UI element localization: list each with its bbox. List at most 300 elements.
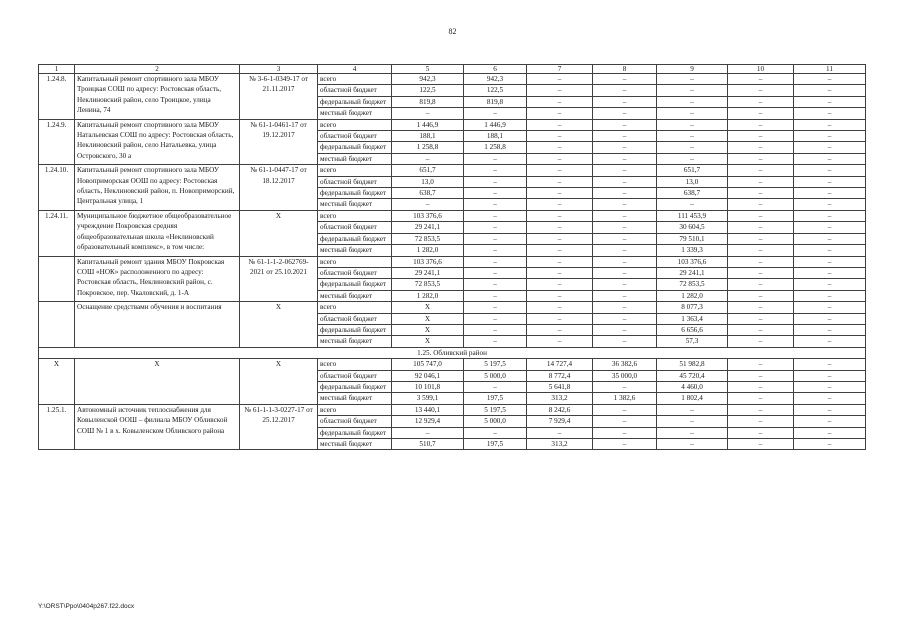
value-col-5: 103 376,6	[392, 210, 464, 221]
value-col-6: –	[464, 188, 527, 199]
value-col-7: 14 727,4	[527, 359, 593, 370]
value-col-11: –	[794, 267, 866, 278]
value-col-6: –	[464, 153, 527, 164]
value-col-8: –	[593, 427, 657, 438]
page-number: 82	[448, 27, 457, 36]
value-col-8: –	[593, 279, 657, 290]
value-col-5: 13 440,1	[392, 404, 464, 415]
value-col-6: 1 446,9	[464, 119, 527, 130]
footer-file-path: Y:\ORST\Ppo\0404p267.f22.docx	[38, 603, 135, 610]
column-number-3: 3	[240, 65, 318, 74]
value-col-9: –	[657, 427, 728, 438]
value-col-8: –	[593, 188, 657, 199]
value-col-5: 651,7	[392, 165, 464, 176]
value-col-8: –	[593, 222, 657, 233]
value-col-10: –	[728, 404, 794, 415]
table-row	[39, 119, 866, 130]
item-document: X	[240, 302, 318, 348]
value-col-6: –	[464, 427, 527, 438]
value-col-9: –	[657, 131, 728, 142]
region-title: 1.25. Обливский район	[39, 347, 866, 358]
value-col-7: –	[527, 199, 593, 210]
budget-source: областной бюджет	[318, 370, 392, 381]
value-col-9: 13,0	[657, 176, 728, 187]
value-col-9: 1 363,4	[657, 313, 728, 324]
value-col-6: 5 197,5	[464, 359, 527, 370]
value-col-9: –	[657, 199, 728, 210]
value-col-8: –	[593, 119, 657, 130]
table-row	[39, 359, 866, 370]
value-col-5: 10 101,8	[392, 381, 464, 392]
value-col-7: –	[527, 119, 593, 130]
value-col-6: 5 197,5	[464, 404, 527, 415]
value-col-8: –	[593, 199, 657, 210]
value-col-9: 651,7	[657, 165, 728, 176]
value-col-6: –	[464, 290, 527, 301]
value-col-5: –	[392, 427, 464, 438]
item-document: № 61-1-0461-17 от 19.12.2017	[240, 119, 318, 165]
value-col-11: –	[794, 108, 866, 119]
value-col-10: –	[728, 210, 794, 221]
item-document: № 3-6-1-0349-17 от 21.11.2017	[240, 74, 318, 120]
value-col-7: –	[527, 142, 593, 153]
value-col-5: 188,1	[392, 131, 464, 142]
value-col-6: –	[464, 256, 527, 267]
budget-source: областной бюджет	[318, 222, 392, 233]
value-col-8: 1 382,6	[593, 393, 657, 404]
value-col-5: –	[392, 153, 464, 164]
value-col-10: –	[728, 199, 794, 210]
value-col-9: 29 241,1	[657, 267, 728, 278]
value-col-7: –	[527, 336, 593, 347]
item-description: Капитальный ремонт здания МБОУ Покровская СОШ «НОК» расположенного по адресу: Ростовская область, Неклиновский район, с. Покровское, пер. Чкаловский, д. 1-А	[75, 256, 240, 302]
value-col-7: –	[527, 279, 593, 290]
value-col-8: –	[593, 302, 657, 313]
value-col-11: –	[794, 324, 866, 335]
budget-source: федеральный бюджет	[318, 279, 392, 290]
value-col-9: 45 720,4	[657, 370, 728, 381]
value-col-7: –	[527, 267, 593, 278]
value-col-11: –	[794, 142, 866, 153]
value-col-11: –	[794, 359, 866, 370]
value-col-5: 103 376,6	[392, 256, 464, 267]
value-col-7: –	[527, 85, 593, 96]
value-col-8: –	[593, 108, 657, 119]
value-col-11: –	[794, 176, 866, 187]
budget-source: всего	[318, 256, 392, 267]
value-col-6: 5 000,0	[464, 370, 527, 381]
value-col-5: X	[392, 324, 464, 335]
value-col-5: 12 929,4	[392, 416, 464, 427]
column-number-10: 10	[728, 65, 794, 74]
column-number-8: 8	[593, 65, 657, 74]
value-col-10: –	[728, 131, 794, 142]
financing-table	[38, 64, 866, 450]
budget-source: местный бюджет	[318, 153, 392, 164]
value-col-10: –	[728, 222, 794, 233]
value-col-8: –	[593, 324, 657, 335]
budget-source: всего	[318, 359, 392, 370]
value-col-8: –	[593, 290, 657, 301]
value-col-10: –	[728, 165, 794, 176]
value-col-10: –	[728, 279, 794, 290]
column-number-1: 1	[39, 65, 75, 74]
value-col-11: –	[794, 131, 866, 142]
budget-source: федеральный бюджет	[318, 233, 392, 244]
value-col-6: –	[464, 245, 527, 256]
value-col-7: 7 929,4	[527, 416, 593, 427]
value-col-10: –	[728, 74, 794, 85]
value-col-7: –	[527, 176, 593, 187]
value-col-8: –	[593, 165, 657, 176]
item-number	[39, 302, 75, 348]
value-col-9: –	[657, 119, 728, 130]
value-col-5: 819,8	[392, 96, 464, 107]
value-col-11: –	[794, 233, 866, 244]
value-col-6: 942,3	[464, 74, 527, 85]
value-col-5: –	[392, 108, 464, 119]
budget-source: областной бюджет	[318, 85, 392, 96]
column-number-6: 6	[464, 65, 527, 74]
value-col-6: –	[464, 176, 527, 187]
value-col-9: 1 339,3	[657, 245, 728, 256]
header-row	[39, 65, 866, 74]
budget-source: федеральный бюджет	[318, 381, 392, 392]
budget-source: всего	[318, 302, 392, 313]
value-col-10: –	[728, 233, 794, 244]
value-col-6: –	[464, 108, 527, 119]
value-col-11: –	[794, 210, 866, 221]
column-number-2: 2	[75, 65, 240, 74]
value-col-5: 122,5	[392, 85, 464, 96]
value-col-7: –	[527, 427, 593, 438]
value-col-9: –	[657, 153, 728, 164]
budget-source: местный бюджет	[318, 336, 392, 347]
value-col-5: X	[392, 302, 464, 313]
value-col-7: –	[527, 108, 593, 119]
value-col-8: –	[593, 256, 657, 267]
budget-source: местный бюджет	[318, 290, 392, 301]
value-col-8: –	[593, 233, 657, 244]
value-col-9: 6 656,6	[657, 324, 728, 335]
value-col-11: –	[794, 256, 866, 267]
value-col-9: 103 376,6	[657, 256, 728, 267]
budget-source: всего	[318, 404, 392, 415]
value-col-6: –	[464, 381, 527, 392]
value-col-9: –	[657, 96, 728, 107]
value-col-7: 8 242,6	[527, 404, 593, 415]
value-col-9: 72 853,5	[657, 279, 728, 290]
value-col-8: 35 000,0	[593, 370, 657, 381]
value-col-8: –	[593, 404, 657, 415]
value-col-7: –	[527, 245, 593, 256]
value-col-6: –	[464, 313, 527, 324]
value-col-10: –	[728, 153, 794, 164]
budget-source: федеральный бюджет	[318, 142, 392, 153]
value-col-8: –	[593, 85, 657, 96]
value-col-9: 1 802,4	[657, 393, 728, 404]
value-col-7: –	[527, 153, 593, 164]
value-col-10: –	[728, 324, 794, 335]
value-col-10: –	[728, 176, 794, 187]
table-row	[39, 302, 866, 313]
value-col-8: –	[593, 131, 657, 142]
value-col-9: 30 604,5	[657, 222, 728, 233]
value-col-5: 1 282,0	[392, 290, 464, 301]
budget-source: областной бюджет	[318, 131, 392, 142]
value-col-6: –	[464, 233, 527, 244]
value-col-7: –	[527, 233, 593, 244]
item-number: 1.25.1.	[39, 404, 75, 450]
value-col-11: –	[794, 416, 866, 427]
item-description: Муниципальное бюджетное общеобразовательное учреждение Покровская средняя общеобразовательная школа «Неклиновский образовательный комплекс», в том числе:	[75, 210, 240, 256]
value-col-9: 638,7	[657, 188, 728, 199]
value-col-7: 313,2	[527, 439, 593, 450]
value-col-11: –	[794, 165, 866, 176]
value-col-8: –	[593, 74, 657, 85]
budget-source: федеральный бюджет	[318, 324, 392, 335]
value-col-9: 1 282,0	[657, 290, 728, 301]
value-col-10: –	[728, 188, 794, 199]
value-col-8: –	[593, 336, 657, 347]
value-col-10: –	[728, 336, 794, 347]
value-col-7: 313,2	[527, 393, 593, 404]
value-col-9: –	[657, 439, 728, 450]
value-col-5: 638,7	[392, 188, 464, 199]
value-col-7: –	[527, 313, 593, 324]
value-col-11: –	[794, 74, 866, 85]
value-col-6: 5 000,0	[464, 416, 527, 427]
value-col-11: –	[794, 302, 866, 313]
value-col-5: 92 046,1	[392, 370, 464, 381]
value-col-6: 122,5	[464, 85, 527, 96]
budget-source: федеральный бюджет	[318, 96, 392, 107]
value-col-11: –	[794, 153, 866, 164]
value-col-11: –	[794, 381, 866, 392]
value-col-11: –	[794, 404, 866, 415]
value-col-11: –	[794, 439, 866, 450]
value-col-6: –	[464, 279, 527, 290]
value-col-8: –	[593, 267, 657, 278]
value-col-5: 510,7	[392, 439, 464, 450]
budget-source: всего	[318, 74, 392, 85]
value-col-8: –	[593, 313, 657, 324]
budget-source: всего	[318, 210, 392, 221]
item-description: Капитальный ремонт спортивного зала МБОУ Натальевская СОШ по адресу: Ростовская область, Неклиновский район, село Натальевка, улица Островского, 30 а	[75, 119, 240, 165]
budget-source: всего	[318, 165, 392, 176]
value-col-8: 36 382,6	[593, 359, 657, 370]
value-col-10: –	[728, 245, 794, 256]
item-description: Оснащение средствами обучения и воспитания	[75, 302, 240, 348]
value-col-7: –	[527, 96, 593, 107]
value-col-10: –	[728, 439, 794, 450]
item-document: X	[240, 210, 318, 256]
value-col-6: –	[464, 267, 527, 278]
table-row	[39, 165, 866, 176]
value-col-8: –	[593, 416, 657, 427]
budget-source: местный бюджет	[318, 393, 392, 404]
value-col-5: 13,0	[392, 176, 464, 187]
value-col-10: –	[728, 381, 794, 392]
column-number-7: 7	[527, 65, 593, 74]
value-col-5: X	[392, 313, 464, 324]
value-col-7: –	[527, 131, 593, 142]
value-col-6: –	[464, 165, 527, 176]
value-col-5: 72 853,5	[392, 279, 464, 290]
value-col-7: –	[527, 188, 593, 199]
value-col-11: –	[794, 188, 866, 199]
value-col-10: –	[728, 393, 794, 404]
value-col-7: –	[527, 74, 593, 85]
value-col-6: –	[464, 210, 527, 221]
item-number: 1.24.8.	[39, 74, 75, 120]
value-col-10: –	[728, 427, 794, 438]
item-number: X	[39, 359, 75, 405]
value-col-10: –	[728, 267, 794, 278]
value-col-9: 79 510,1	[657, 233, 728, 244]
column-number-5: 5	[392, 65, 464, 74]
item-number: 1.24.9.	[39, 119, 75, 165]
column-number-4: 4	[318, 65, 392, 74]
value-col-5: 105 747,0	[392, 359, 464, 370]
budget-source: областной бюджет	[318, 416, 392, 427]
value-col-9: –	[657, 142, 728, 153]
value-col-11: –	[794, 222, 866, 233]
value-col-8: –	[593, 381, 657, 392]
value-col-7: –	[527, 210, 593, 221]
table-row	[39, 404, 866, 415]
budget-source: федеральный бюджет	[318, 188, 392, 199]
value-col-8: –	[593, 210, 657, 221]
item-number	[39, 256, 75, 302]
budget-source: областной бюджет	[318, 176, 392, 187]
item-number: 1.24.10.	[39, 165, 75, 211]
item-document: № 61-1-1-2-062769-2021 от 25.10.2021	[240, 256, 318, 302]
budget-source: местный бюджет	[318, 439, 392, 450]
value-col-11: –	[794, 290, 866, 301]
value-col-6: 188,1	[464, 131, 527, 142]
value-col-10: –	[728, 256, 794, 267]
value-col-11: –	[794, 85, 866, 96]
column-number-11: 11	[794, 65, 866, 74]
value-col-9: –	[657, 85, 728, 96]
value-col-6: –	[464, 336, 527, 347]
value-col-10: –	[728, 359, 794, 370]
value-col-8: –	[593, 142, 657, 153]
item-description: Автономный источник теплоснабжения для Ковыленской ООШ – филиала МБОУ Обливской СОШ № 1 в х. Ковыленском Обливского района	[75, 404, 240, 450]
value-col-11: –	[794, 370, 866, 381]
value-col-10: –	[728, 108, 794, 119]
value-col-6: 197,5	[464, 393, 527, 404]
value-col-9: –	[657, 404, 728, 415]
value-col-11: –	[794, 119, 866, 130]
value-col-9: –	[657, 416, 728, 427]
value-col-8: –	[593, 245, 657, 256]
item-description: Капитальный ремонт спортивного зала МБОУ Новоприморская ООШ по адресу: Ростовская область, Неклиновский район, п. Новоприморский, Центральная улица, 1	[75, 165, 240, 211]
value-col-7: –	[527, 165, 593, 176]
value-col-11: –	[794, 245, 866, 256]
value-col-9: 4 460,0	[657, 381, 728, 392]
value-col-5: 3 599,1	[392, 393, 464, 404]
value-col-9: 111 453,9	[657, 210, 728, 221]
value-col-8: –	[593, 96, 657, 107]
value-col-11: –	[794, 313, 866, 324]
budget-source: областной бюджет	[318, 267, 392, 278]
item-document: № 61-1-0447-17 от 18.12.2017	[240, 165, 318, 211]
value-col-7: –	[527, 302, 593, 313]
item-document: № 61-1-1-3-0227-17 от 25.12.2017	[240, 404, 318, 450]
value-col-6: 197,5	[464, 439, 527, 450]
budget-source: местный бюджет	[318, 245, 392, 256]
value-col-11: –	[794, 393, 866, 404]
value-col-11: –	[794, 336, 866, 347]
value-col-7: –	[527, 256, 593, 267]
value-col-8: –	[593, 439, 657, 450]
value-col-11: –	[794, 199, 866, 210]
value-col-10: –	[728, 119, 794, 130]
value-col-11: –	[794, 427, 866, 438]
value-col-10: –	[728, 302, 794, 313]
item-number: 1.24.11.	[39, 210, 75, 256]
value-col-10: –	[728, 313, 794, 324]
budget-source: местный бюджет	[318, 199, 392, 210]
value-col-6: –	[464, 222, 527, 233]
value-col-5: 72 853,5	[392, 233, 464, 244]
value-col-10: –	[728, 85, 794, 96]
value-col-7: 5 641,8	[527, 381, 593, 392]
value-col-8: –	[593, 153, 657, 164]
value-col-5: 1 282,0	[392, 245, 464, 256]
value-col-5: 1 446,9	[392, 119, 464, 130]
value-col-6: 819,8	[464, 96, 527, 107]
value-col-7: –	[527, 290, 593, 301]
value-col-7: 8 772,4	[527, 370, 593, 381]
value-col-5: 942,3	[392, 74, 464, 85]
item-description: Капитальный ремонт спортивного зала МБОУ Троицкая СОШ по адресу: Ростовская область, Неклиновский район, село Троицкое, улица Ленина, 74	[75, 74, 240, 120]
value-col-10: –	[728, 370, 794, 381]
value-col-7: –	[527, 324, 593, 335]
budget-source: федеральный бюджет	[318, 427, 392, 438]
table-row	[39, 210, 866, 221]
value-col-6: 1 258,8	[464, 142, 527, 153]
value-col-9: 8 077,3	[657, 302, 728, 313]
item-description: X	[75, 359, 240, 405]
value-col-9: 57,3	[657, 336, 728, 347]
value-col-10: –	[728, 416, 794, 427]
value-col-9: –	[657, 74, 728, 85]
value-col-6: –	[464, 199, 527, 210]
value-col-5: –	[392, 199, 464, 210]
value-col-5: 1 258,8	[392, 142, 464, 153]
budget-source: местный бюджет	[318, 108, 392, 119]
value-col-6: –	[464, 324, 527, 335]
region-row	[39, 347, 866, 358]
item-document: X	[240, 359, 318, 405]
value-col-7: –	[527, 222, 593, 233]
value-col-10: –	[728, 290, 794, 301]
value-col-9: –	[657, 108, 728, 119]
budget-source: всего	[318, 119, 392, 130]
value-col-11: –	[794, 279, 866, 290]
value-col-6: –	[464, 302, 527, 313]
value-col-9: 51 982,8	[657, 359, 728, 370]
value-col-10: –	[728, 96, 794, 107]
value-col-11: –	[794, 96, 866, 107]
table-row	[39, 74, 866, 85]
value-col-10: –	[728, 142, 794, 153]
value-col-5: X	[392, 336, 464, 347]
value-col-5: 29 241,1	[392, 222, 464, 233]
